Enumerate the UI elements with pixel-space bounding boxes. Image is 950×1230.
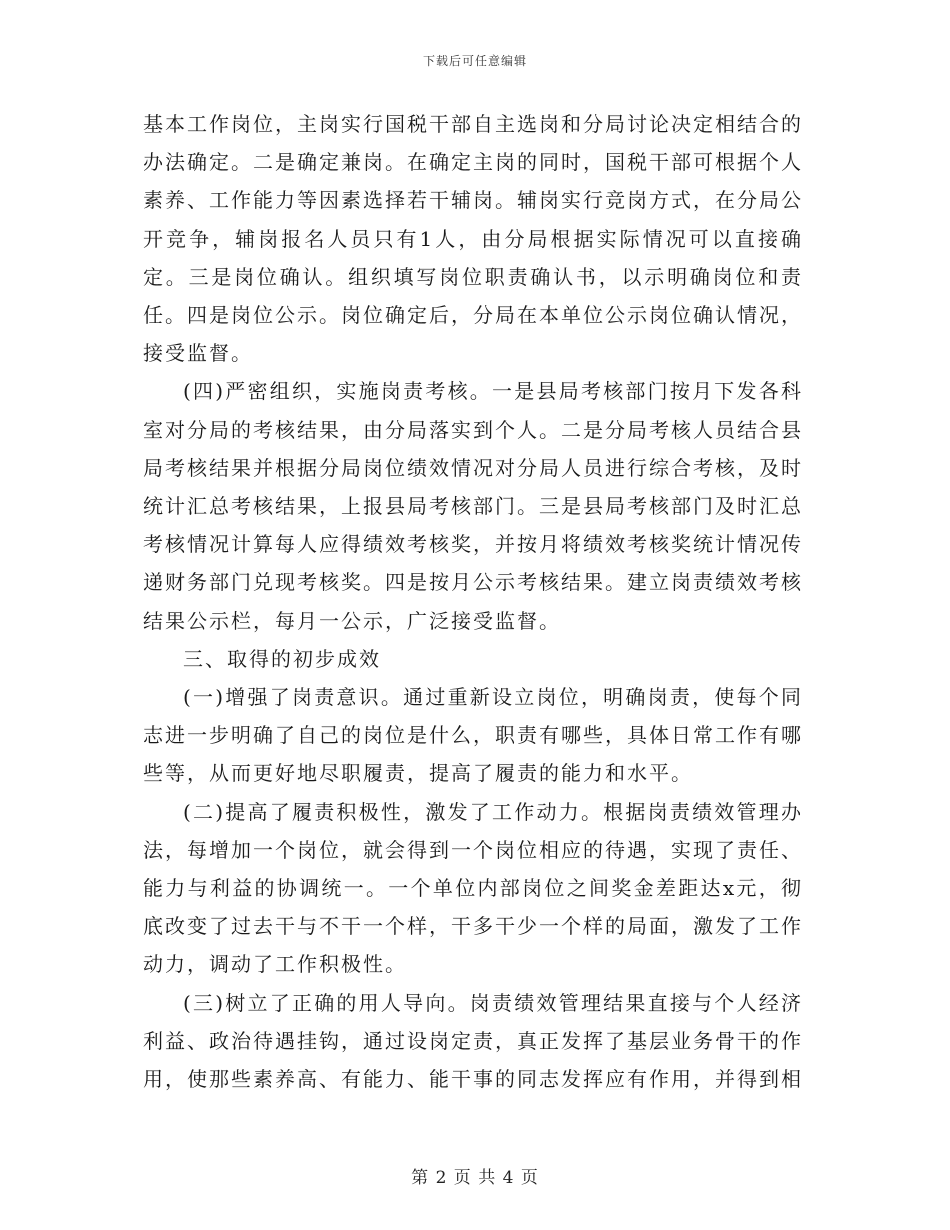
- paragraph-result-1: (一)增强了岗责意识。通过重新设立岗位，明确岗责，使每个同志进一步明确了自己的岗位是什么，职责有哪些，具体日常工作有哪些等，从而更好地尽职履责，提高了履责的能力和水平。: [143, 685, 803, 786]
- paragraph-section-4-assessment: (四)严密组织，实施岗责考核。一是县局考核部门按月下发各科室对分局的考核结果，由分局落实到个人。二是分局考核人员结合县局考核结果并根据分局岗位绩效情况对分局人员进行综合考核，及时统计汇总考核结果，上报县局考核部门。三是县局考核部门及时汇总考核情况计算每人应得绩效考核奖，并按月将绩效考核奖统计情况传递财务部门兑现考核奖。四是按月公示考核结果。建立岗责绩效考核结果公示栏，每月一公示，广泛接受监督。: [143, 379, 803, 633]
- heading-initial-results: 三、取得的初步成效: [183, 646, 381, 671]
- paragraph-result-2: (二)提高了履责积极性，激发了工作动力。根据岗责绩效管理办法，每增加一个岗位，就会得到一个岗位相应的待遇，实现了责任、能力与利益的协调统一。一个单位内部岗位之间奖金差距达x元，彻底改变了过去干与不干一个样，干多干少一个样的局面，激发了工作动力，调动了工作积极性。: [143, 799, 803, 977]
- paragraph-result-3: (三)树立了正确的用人导向。岗责绩效管理结果直接与个人经济利益、政治待遇挂钩，通过设岗定责，真正发挥了基层业务骨干的作用，使那些素养高、有能力、能干事的同志发挥应有作用，并得到相: [143, 990, 803, 1092]
- paragraph-post-confirmation: 基本工作岗位，主岗实行国税干部自主选岗和分局讨论决定相结合的办法确定。二是确定兼岗。在确定主岗的同时，国税干部可根据个人素养、工作能力等因素选择若干辅岗。辅岗实行竞岗方式，在分局公开竞争，辅岗报名人员只有1人，由分局根据实际情况可以直接确定。三是岗位确认。组织填写岗位职责确认书，以示明确岗位和责任。四是岗位公示。岗位确定后，分局在本单位公示岗位确认情况，接受监督。: [143, 112, 803, 366]
- page-number: 第 2 页 共 4 页: [411, 1168, 539, 1188]
- page-header-note: 下载后可任意编辑: [422, 54, 527, 68]
- document-body: [143, 105, 803, 1098]
